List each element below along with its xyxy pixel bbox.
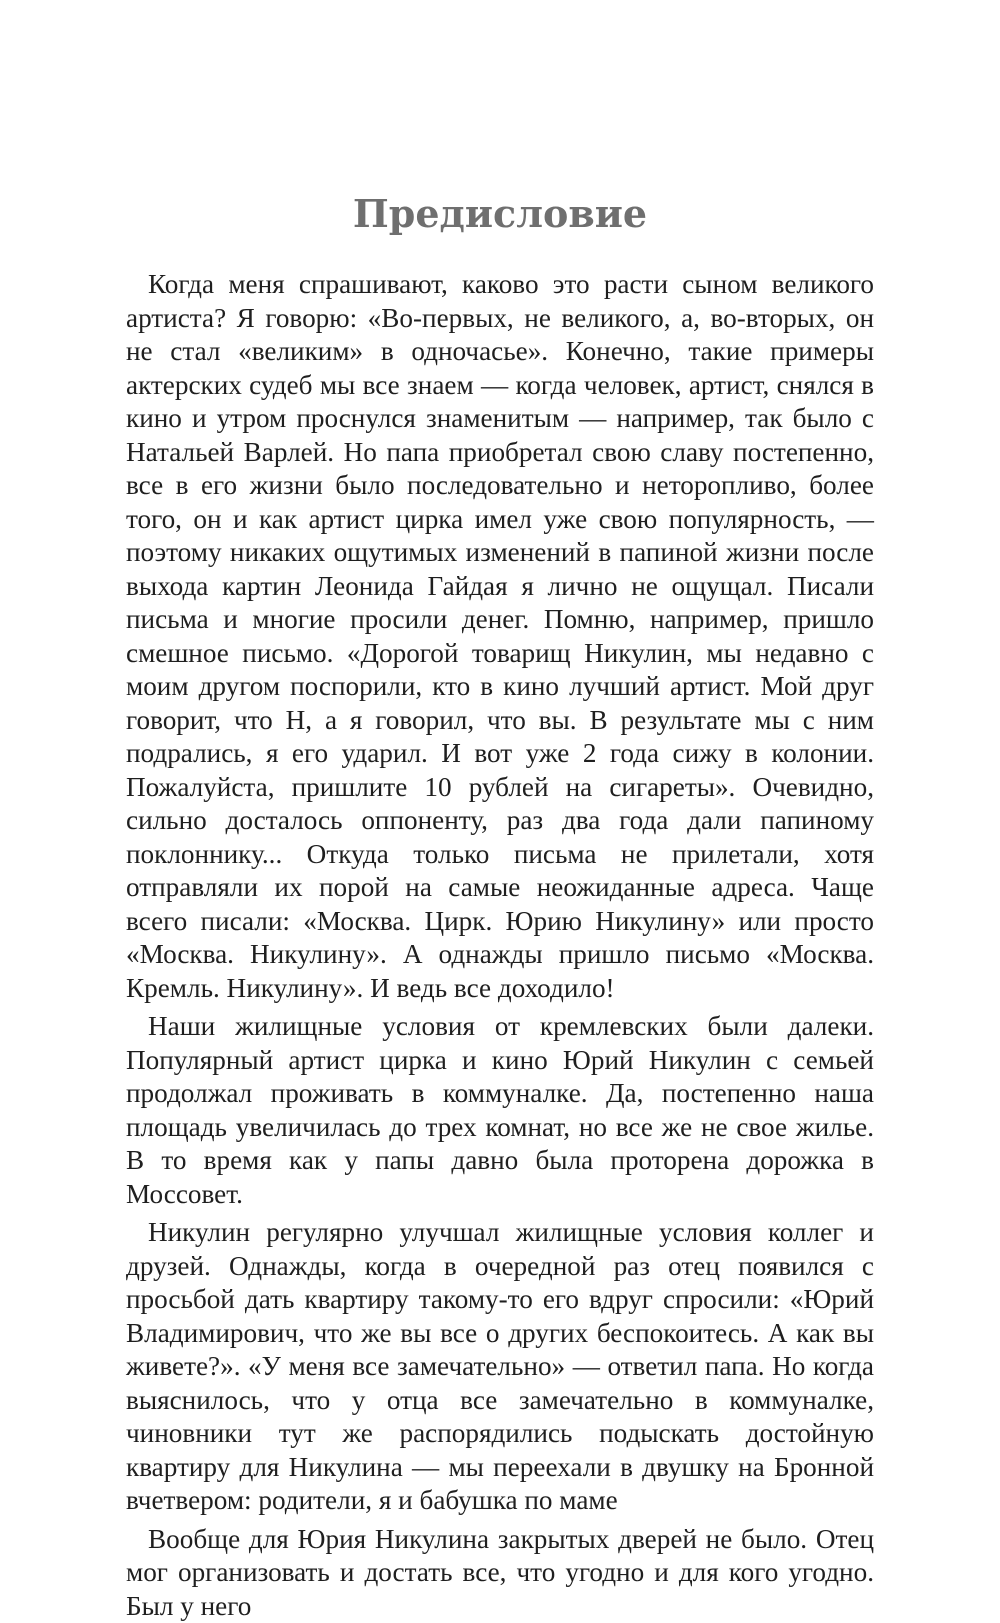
- chapter-title: Предисловие: [0, 188, 1000, 240]
- paragraph-4: Вообще для Юрия Никулина закрытых дверей не было. Отец мог организовать и достать все, что угодно и для кого угодно. Был у него: [126, 1523, 874, 1623]
- paragraph-1: Когда меня спрашивают, каково это расти сыном великого артиста? Я говорю: «Во-первых, не великого, а, во-вторых, он не стал «великим» в одночасье». Конечно, такие примеры актерских судеб мы все знаем — когда человек, артист, снялся в кино и утром проснулся знаменитым — например, так было с Натальей Варлей. Но папа приобретал свою славу постепенно, все в его жизни было последовательно и неторопливо, более того, он и как артист цирка имел уже свою популярность, — поэтому никаких ощутимых изменений в папиной жизни после выхода картин Леонида Гайдая я лично не ощущал. Писали письма и многие просили денег. Помню, например, пришло смешное письмо. «Дорогой товарищ Никулин, мы недавно с моим другом поспорили, кто в кино лучший артист. Мой друг говорит, что Н, а я говорил, что вы. В результате мы с ним подрались, я его ударил. И вот уже 2 года сижу в колонии. Пожалуйста, пришлите 10 рублей на сигареты». Очевидно, сильно досталось оппоненту, раз два года дали папиному поклоннику... Откуда только письма не прилетали, хотя отправляли их порой на самые неожиданные адреса. Чаще всего писали: «Москва. Цирк. Юрию Никулину» или просто «Москва. Никулину». А однажды пришло письмо «Москва. Кремль. Никулину». И ведь все доходило!: [126, 268, 874, 1005]
- paragraph-2: Наши жилищные условия от кремлевских были далеки. Популярный артист цирка и кино Юрий Никулин с семьей продолжал проживать в коммуналке. Да, постепенно наша площадь увеличилась до трех комнат, но все же не свое жилье. В то время как у папы давно была проторена дорожка в Моссовет.: [126, 1010, 874, 1211]
- paragraph-3: Никулин регулярно улучшал жилищные условия коллег и друзей. Однажды, когда в очередной раз отец появился с просьбой дать квартиру такому-то его вдруг спросили: «Юрий Владимирович, что же вы все о других беспокоитесь. А как вы живете?». «У меня все замечательно» — ответил папа. Но когда выяснилось, что у отца все замечательно в коммуналке, чиновники тут же распорядились подыскать достойную квартиру для Никулина — мы переехали в двушку на Бронной вчетвером: родители, я и бабушка по маме: [126, 1216, 874, 1518]
- chapter-body: [126, 268, 874, 1623]
